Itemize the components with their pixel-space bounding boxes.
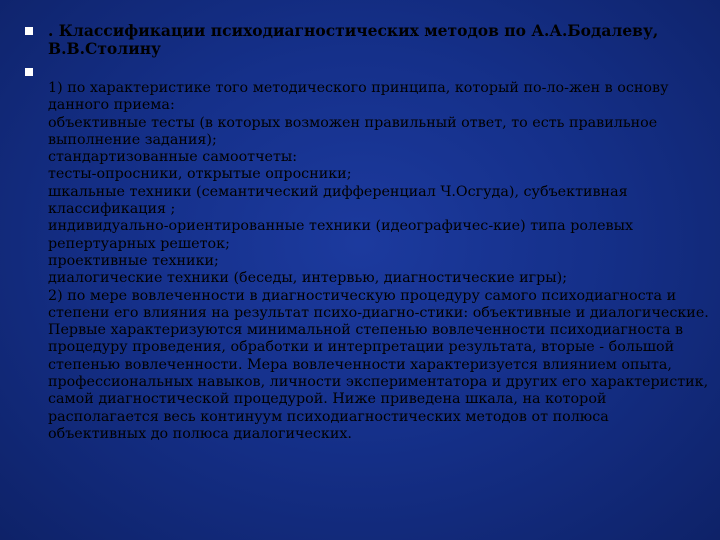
title-line: . Классификации психодиагностических методов по А.А.Бодалеву,: [48, 21, 659, 40]
body-line: Первые характеризуются минимальной степенью вовлеченности психодиагноста в: [48, 322, 684, 339]
body-line: выполнение задания);: [48, 131, 217, 148]
body-line: объективных до полюса диалогических.: [48, 425, 352, 442]
slide-body-text: [48, 80, 709, 443]
body-line: классификация ;: [48, 201, 176, 218]
body-line: степенью вовлеченности. Мера вовлеченности характеризуется влиянием опыта,: [48, 356, 672, 373]
body-line: стандартизованные самоотчеты:: [48, 149, 298, 166]
body-line: располагается весь континуум психодиагностических методов от полюса: [48, 408, 609, 425]
body-line: тесты-опросники, открытые опросники;: [48, 166, 352, 183]
square-bullet-icon: [25, 27, 33, 35]
body-line: объективные тесты (в которых возможен правильный ответ, то есть правильное: [48, 114, 658, 131]
slide-title: [48, 22, 688, 58]
body-line: проективные техники;: [48, 252, 219, 269]
body-line: профессиональных навыков, личности экспериментатора и других его характеристик,: [48, 374, 709, 391]
square-bullet-icon: [25, 68, 33, 76]
body-line: самой диагностической процедурой. Ниже приведена шкала, на которой: [48, 391, 607, 408]
body-line: степени его влияния на результат психо-диагно-стики: объективные и диалогические.: [48, 304, 709, 321]
body-line: диалогические техники (беседы, интервью, диагностические игры);: [48, 270, 568, 287]
body-line: индивидуально-ориентированные техники (идеографичес-кие) типа ролевых: [48, 218, 634, 235]
body-line: репертуарных решеток;: [48, 235, 230, 252]
body-line: шкальные техники (семантический дифференциал Ч.Осгуда), субъективная: [48, 183, 628, 200]
body-line: данного приема:: [48, 97, 175, 114]
body-line: 1) по характеристике того методического принципа, который по-ло-жен в основу: [48, 80, 669, 96]
body-line: процедуру проведения, обработки и интерпретации результата, вторые - большой: [48, 339, 675, 356]
body-line: 2) по мере вовлеченности в диагностическую процедуру самого психодиагноста и: [48, 287, 677, 304]
title-line: В.В.Столину: [48, 39, 161, 58]
